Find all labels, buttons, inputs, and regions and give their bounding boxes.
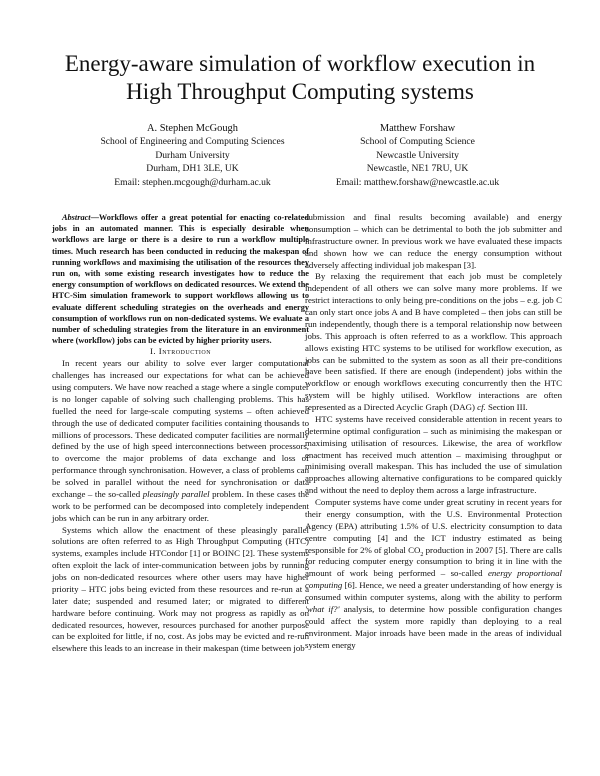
intro-paragraph-2-continued: submission and final results becoming available) and energy consumption – which can be detrimental to both the job submitter and infrastructure owner. In previous work we have evaluated these impacts and shown how we can reduce the energy consumption without adversely affecting individual job makespan [3].	[305, 212, 562, 270]
text-run: [6]. Hence, we need a greater understanding of how energy is consumed within computer systems, along with the ability to perform	[305, 580, 562, 602]
emphasis-text: cf.	[477, 402, 486, 412]
text-run: Computer systems have come under great scrutiny in recent years for their energy consumption, with the U.S. Environmental Protection Agency (EPA) attributing 1.5% of U.S. electricity consumption to data centre computing [4] and the ICT industry estimated as being responsible for 2% of global CO	[305, 497, 562, 555]
abstract-text: —Workflows offer a great potential for enacting co-related jobs in an automated manner. This is especially desirable when workflows are large or there is a desire to run a workflow multiple times. Much research has been conducted in reducing the makespan of running workflows and maximising the utilisation of the resources they run on, with some existing research investigates how to reduce the energy consumption of workflows on dedicated resources. We extend the HTC-Sim simulation framework to support workflows allowing us to evaluate different scheduling strategies on the overheads and energy consumption of workflows run on non-dedicated systems. We evaluate a number of scheduling strategies from the literature in an environment where (workflow) jobs can be evicted by higher priority users.	[52, 213, 309, 346]
author-email: Email: stephen.mcgough@durham.ac.uk	[114, 176, 271, 188]
author-name: Matthew Forshaw	[379, 123, 456, 134]
text-run: Section III.	[485, 402, 528, 412]
subscript: 2	[420, 551, 424, 558]
intro-paragraph-1	[52, 358, 309, 524]
intro-paragraph-3	[305, 271, 562, 414]
text-run: analysis, to determine how possible configuration changes could affect the system more rapidly than deploying to a real environment. Major inroads have been made in the areas of individual system energy	[305, 603, 563, 650]
author-university: Newcastle University	[376, 149, 459, 161]
paper-title: Energy-aware simulation of workflow execution in High Throughput Computing systems	[64, 51, 536, 104]
intro-paragraph-4: HTC systems have received considerable attention in recent years to determine optimal configuration – such as minimising the makespan or maximising utilisation of resources. Likewise, the area of workflow enactment has received much attention – maximising throughput or minimising overall makespan. This has included the use of simulation approaches allowing alternative configurations to be compared quickly and without the need to deploy them across a large infrastructure.	[305, 413, 562, 496]
author-address: Durham, DH1 3LE, UK	[146, 163, 239, 175]
author-university: Durham University	[155, 149, 230, 161]
author-address: Newcastle, NE1 7RU, UK	[366, 163, 469, 175]
section-heading	[52, 346, 309, 358]
author-department: School of Computing Science	[360, 136, 475, 148]
author-block-2	[300, 122, 535, 189]
text-run: problem. In these cases the work to be performed can be decomposed into completely independent jobs which can be run in any arbitrary order.	[52, 488, 309, 523]
text-run: In recent years our ability to solve ever larger computational challenges has increased our expectations for what can be achieved using computers. We have now reached a stage where a single computer is no longer capable of solving such challenging problems. This has fuelled the need for large-scale computing systems – often achieved through the use of dedicated computer facilities containing thousands to millions of processors. These dedicated computer facilities are normally defined by the use of high speed interconnections between processors, to overcome the major problems of data exchange and loss of performance through synchronisation. However, a class of problems can be solved in parallel without the need for synchronisation or data exchange – the so-called	[52, 358, 309, 499]
emphasis-text: pleasingly parallel	[142, 488, 210, 499]
text-run: By relaxing the requirement that each job must be completely independent of all others we can solve many more problems. If we restrict interactions to only being pre-conditions on the jobs – e.g. job C can only start once jobs A and B have completed – then jobs can still be run independently, though there is a temporal relationship now between jobs. This approach is often referred to as a workflow. This approach allows existing HTC systems to be utilised for workflow execution, as jobs can be submitted to the system as soon as all their pre-conditions have been satisfied. If there are enough (independent) jobs within the workflow or enough workflows executing concurrently then the HTC system will be highly utilised. Workflow interactions are often represented as a Directed Acyclic Graph (DAG)	[305, 271, 562, 412]
emphasis-text: 'what if?'	[305, 603, 340, 614]
right-column	[305, 212, 562, 651]
author-name: A. Stephen McGough	[147, 123, 238, 134]
section-title: Introduction	[158, 346, 212, 357]
intro-paragraph-2: Systems which allow the enactment of these pleasingly parallel solutions are often referred to as High Throughput Computing (HTC) systems, examples include HTCondor [1] or BOINC [2]. These systems often exploit the lack of inter-communication between jobs by running jobs on non-dedicated resources where other users may have higher priority – HTC jobs being evicted from these resources and re-run at a later date; suspended and resumed later; or migrated to different hardware before continuing. Work may not progress as rapidly as on dedicated resources, however, resources purchased for another purpose can be exploited for little, if no, cost. As jobs may be evicted and re-run elsewhere this leads to an increase in their makespan (time between job	[52, 524, 309, 654]
author-block-1	[70, 122, 315, 189]
author-department: School of Engineering and Computing Sciences	[100, 136, 285, 148]
left-column	[52, 212, 309, 655]
author-email: Email: matthew.forshaw@newcastle.ac.uk	[335, 176, 500, 188]
intro-paragraph-5	[305, 497, 562, 651]
abstract	[52, 212, 309, 346]
text-run: production in 2007 [5]. There are calls for reducing computer energy consumption to bring it in line with the amount of work being performed – so-called	[305, 544, 562, 579]
section-number: I.	[149, 346, 157, 357]
abstract-label: Abstract	[62, 213, 91, 222]
emphasis-text: energy proportional computing	[305, 568, 563, 591]
